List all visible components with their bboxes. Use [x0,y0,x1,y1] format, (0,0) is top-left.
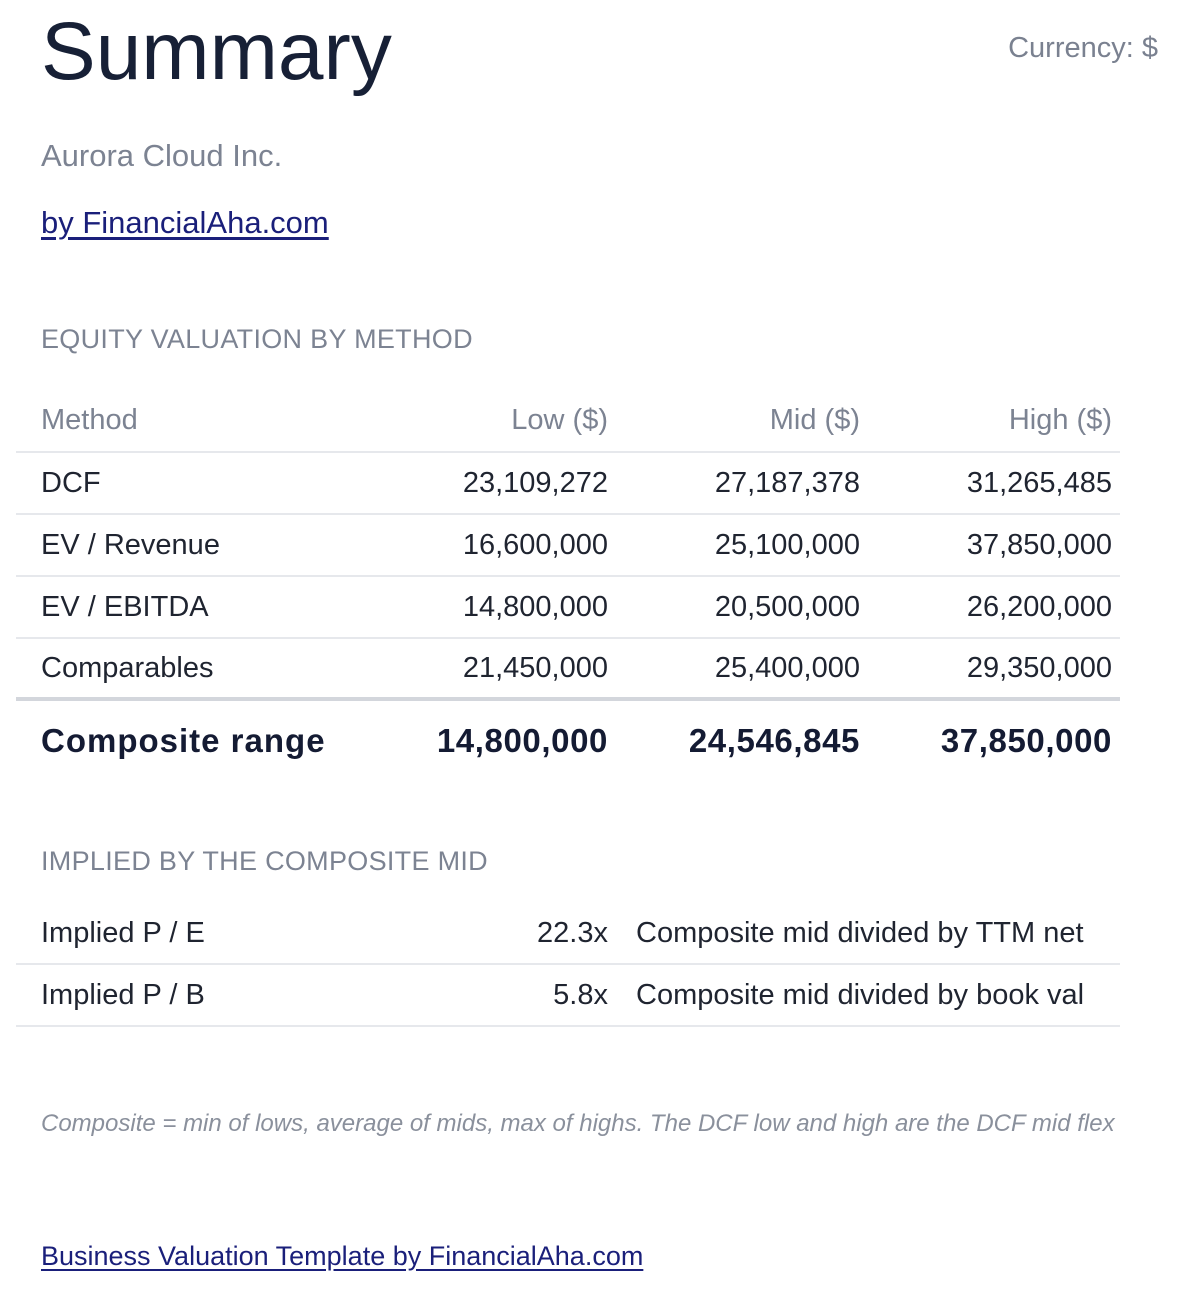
implied-note: Composite mid divided by TTM net [636,916,1084,949]
table-row [16,903,1120,965]
table-header-row [16,388,1120,453]
high-value: 31,265,485 [966,467,1112,499]
implied-label: Implied P / E [41,916,205,949]
composite-high-value: 37,850,000 [940,722,1112,759]
method-name: EV / EBITDA [41,591,209,623]
high-value: 37,850,000 [966,529,1112,561]
footnote: Composite = min of lows, average of mids, max of highs. The DCF low and high are the DCF mid flex [41,1110,1115,1137]
byline-link[interactable]: by FinancialAha.com [41,205,329,240]
table-row [16,453,1120,515]
equity-valuation-heading: EQUITY VALUATION BY METHOD [41,324,473,354]
composite-range-row [16,701,1120,781]
method-name: EV / Revenue [41,529,220,561]
low-value: 14,800,000 [462,591,608,623]
mid-value: 20,500,000 [714,591,860,623]
page-title: Summary [41,6,392,97]
table-row [16,577,1120,639]
composite-range-label: Composite range [41,722,326,759]
column-header-high: High ($) [1008,403,1112,436]
table-row [16,515,1120,577]
implied-value: 5.8x [553,978,608,1011]
mid-value: 25,100,000 [714,529,860,561]
implied-label: Implied P / B [41,978,205,1011]
equity-valuation-table [16,388,1120,781]
mid-value: 27,187,378 [714,467,860,499]
method-name: Comparables [41,652,214,684]
table-row [16,639,1120,701]
company-name: Aurora Cloud Inc. [41,138,283,173]
currency-label: Currency: $ [1008,32,1158,64]
column-header-method: Method [41,403,138,436]
implied-heading: IMPLIED BY THE COMPOSITE MID [41,846,488,876]
implied-note: Composite mid divided by book val [636,978,1085,1011]
implied-table [16,903,1120,1027]
table-row [16,965,1120,1027]
implied-value: 22.3x [537,916,608,949]
high-value: 29,350,000 [966,652,1112,684]
low-value: 21,450,000 [462,652,608,684]
footer-link[interactable]: Business Valuation Template by FinancialAha.com [41,1241,644,1271]
low-value: 16,600,000 [462,529,608,561]
column-header-mid: Mid ($) [769,403,860,436]
composite-low-value: 14,800,000 [436,722,608,759]
composite-mid-value: 24,546,845 [688,722,860,759]
mid-value: 25,400,000 [714,652,860,684]
low-value: 23,109,272 [462,467,608,499]
high-value: 26,200,000 [966,591,1112,623]
method-name: DCF [41,467,101,499]
column-header-low: Low ($) [511,403,608,436]
